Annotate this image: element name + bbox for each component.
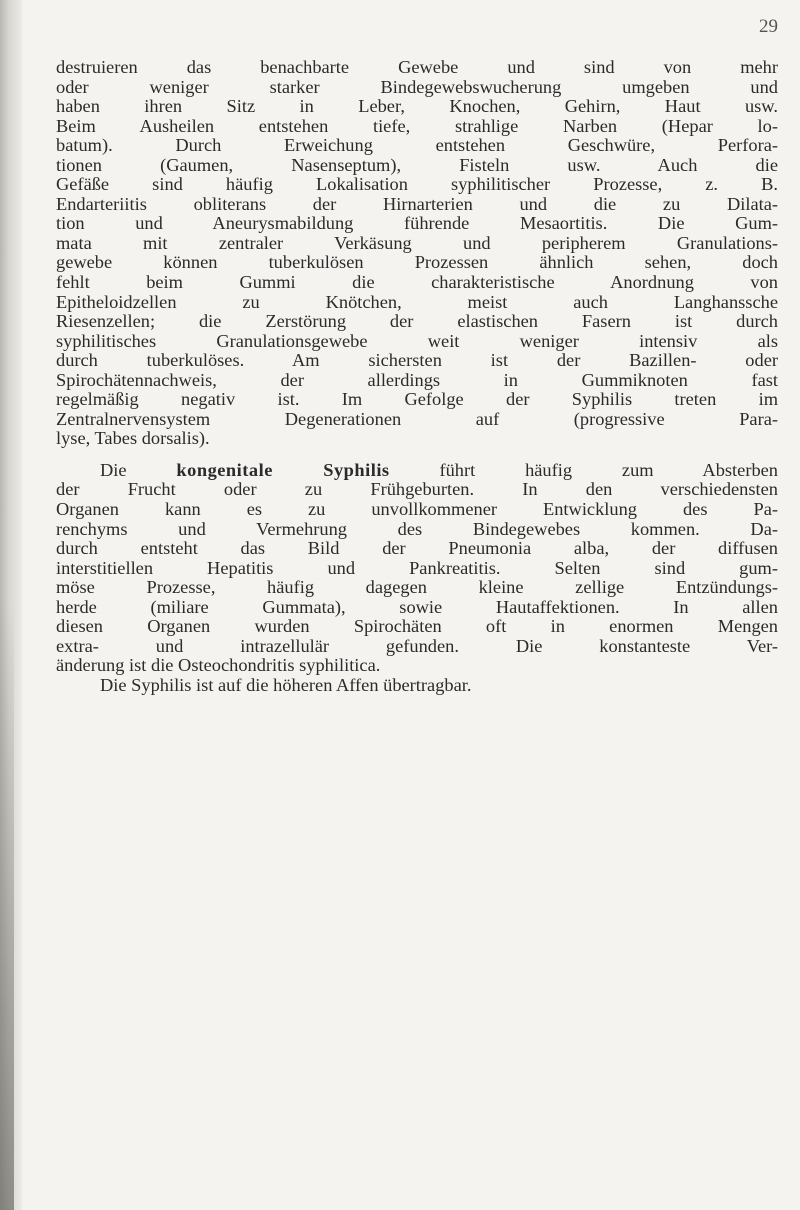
text-line: syphilitisches Granulationsgewebe weit weniger intensiv als: [56, 330, 778, 351]
text-line: tionen (Gaumen, Nasenseptum), Fisteln usw. Auch die: [56, 154, 778, 175]
page-number: 29: [759, 16, 778, 37]
text-line: haben ihren Sitz in Leber, Knochen, Gehirn, Haut usw.: [56, 96, 778, 117]
text-line: herde (miliare Gummata), sowie Hautaffektionen. In allen: [56, 596, 778, 617]
text-line: diesen Organen wurden Spirochäten oft in enormen Mengen: [56, 616, 778, 637]
text-line: änderung ist die Osteochondritis syphilitica.: [56, 655, 381, 676]
text-line: Spirochätennachweis, der allerdings in Gummiknoten fast: [56, 369, 778, 390]
paragraph-1: [56, 58, 778, 449]
text-line: destruieren das benachbarte Gewebe und sind von mehr: [56, 57, 778, 77]
lead-rest-text: führt häufig zum Absterben: [389, 459, 778, 480]
text-line: Epitheloidzellen zu Knötchen, meist auch Langhanssche: [56, 291, 778, 312]
body-text: [56, 58, 778, 696]
text-line: möse Prozesse, häufig dagegen kleine zellige Entzündungs-: [56, 577, 778, 598]
text-line: extra- und intrazellulär gefunden. Die konstanteste Ver-: [56, 635, 778, 656]
text-line: Endarteriitis obliterans der Hirnarterien und die zu Dilata-: [56, 193, 778, 214]
text-line: mata mit zentraler Verkäsung und peripherem Granulations-: [56, 232, 778, 253]
paragraph-3: [56, 676, 778, 696]
gutter-shade: [0, 600, 14, 1210]
text-line: Gefäße sind häufig Lokalisation syphilitischer Prozesse, z. B.: [56, 174, 778, 195]
paragraph-2-first-line: [56, 461, 778, 481]
text-line: gewebe können tuberkulösen Prozessen ähnlich sehen, doch: [56, 252, 778, 273]
lead-text: Die: [100, 459, 177, 480]
text-line: Die Syphilis ist auf die höheren Affen übertragbar.: [100, 674, 472, 695]
text-line: fehlt beim Gummi die charakteristische Anordnung von: [56, 272, 778, 293]
text-line: lyse, Tabes dorsalis).: [56, 428, 210, 449]
paragraph-2: [56, 461, 778, 676]
text-line: oder weniger starker Bindegewebswucherung umgeben und: [56, 76, 778, 97]
text-line: interstitiellen Hepatitis und Pankreatitis. Selten sind gum-: [56, 557, 778, 578]
text-line: regelmäßig negativ ist. Im Gefolge der Syphilis treten im: [56, 389, 778, 410]
text-line: tion und Aneurysmabildung führende Mesaortitis. Die Gum-: [56, 213, 778, 234]
text-line: renchyms und Vermehrung des Bindegewebes kommen. Da-: [56, 518, 778, 539]
emphasis-term: kongenitale Syphilis: [176, 459, 390, 480]
text-line: durch tuberkulöses. Am sichersten ist der Bazillen- oder: [56, 350, 778, 371]
text-line: Zentralnervensystem Degenerationen auf (progressive Para-: [56, 408, 778, 429]
text-line: Riesenzellen; die Zerstörung der elastischen Fasern ist durch: [56, 311, 778, 332]
text-line: Organen kann es zu unvollkommener Entwicklung des Pa-: [56, 499, 778, 520]
text-line: batum). Durch Erweichung entstehen Geschwüre, Perfora-: [56, 135, 778, 156]
text-line: durch entsteht das Bild der Pneumonia alba, der diffusen: [56, 538, 778, 559]
text-line: Beim Ausheilen entstehen tiefe, strahlige Narben (Hepar lo-: [56, 115, 778, 136]
text-line: der Frucht oder zu Frühgeburten. In den verschiedensten: [56, 479, 778, 500]
